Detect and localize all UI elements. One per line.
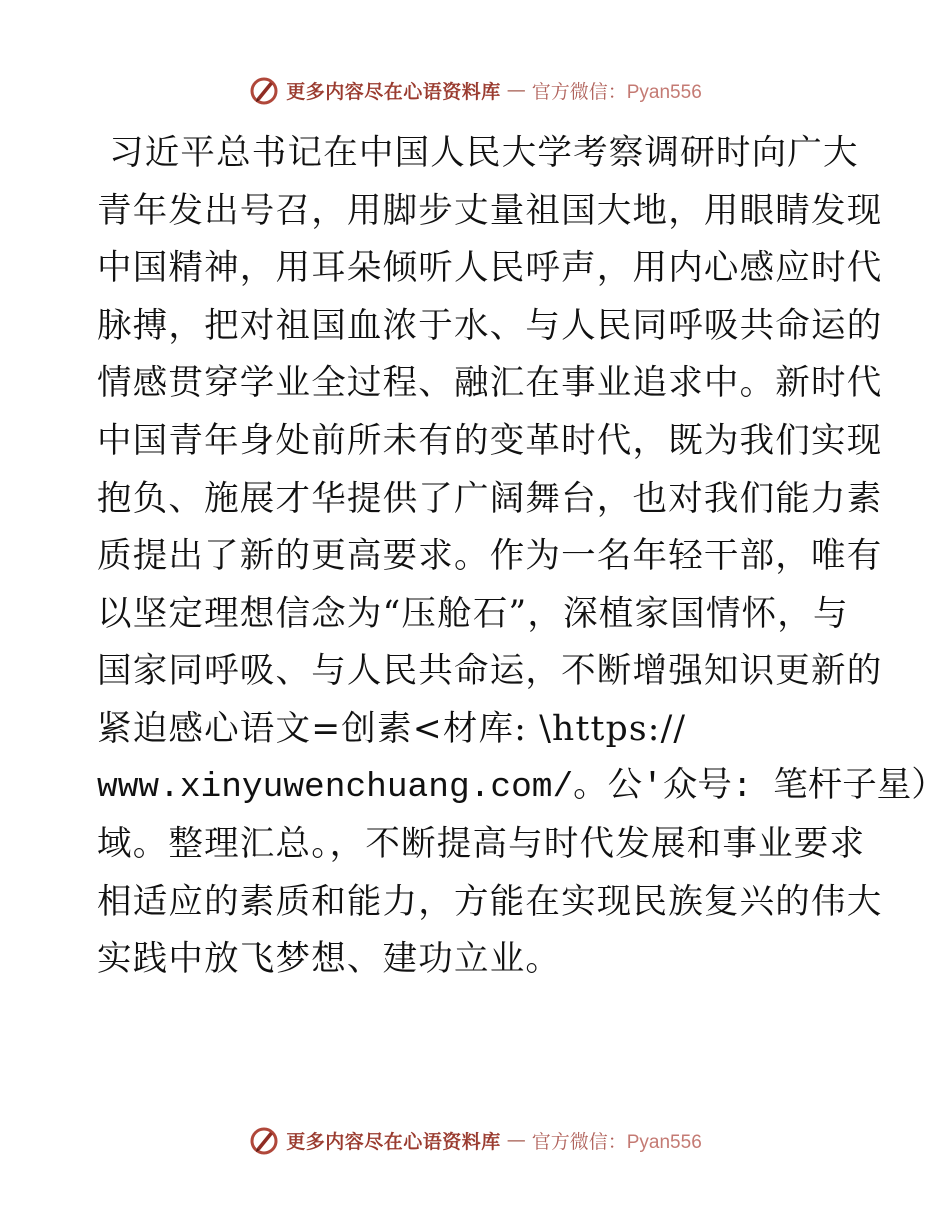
body-line: 实践中放飞梦想、建功立业。: [97, 939, 562, 980]
document-body: [97, 125, 946, 989]
banner-contact-id: Pyan556: [626, 1131, 702, 1153]
body-line: 脉搏，把对祖国血浓于水、与人民同呼吸共命运的: [97, 305, 883, 346]
body-line: 习近平总书记在中国人民大学考察调研时向广大: [109, 133, 859, 173]
body-line: 国家同呼吸、与人民共命运，不断增强知识更新的: [97, 651, 883, 692]
body-line: 紧迫感心语文=创素<材库: \https://: [97, 708, 687, 749]
body-line: 抱负、施展才华提供了广阔舞台，也对我们能力素: [97, 478, 883, 519]
pen-circle-logo-icon: [248, 1124, 280, 1156]
body-line: 以坚定理想信念为“压舱石”，深植家国情怀，与: [97, 593, 849, 634]
body-line: 情感贯穿学业全过程、融汇在事业追求中。新时代: [97, 363, 883, 404]
body-line: 青年发出号召，用脚步丈量祖国大地，用眼睛发现: [97, 190, 883, 231]
body-line: 中国精神，用耳朵倾听人民呼声，用内心感应时代: [97, 248, 883, 289]
banner-title: 更多内容尽在心语资料库: [286, 80, 501, 103]
body-line-url: www.xinyuwenchuang.com/。公′众号: 笔杆子星）: [97, 767, 946, 807]
body-line: 域。整理汇总。，不断提高与时代发展和事业要求: [97, 824, 866, 865]
banner-contact: [532, 1127, 702, 1154]
footer-banner: [0, 1120, 950, 1160]
header-banner: [0, 70, 950, 110]
banner-contact-label: 官方微信：: [531, 80, 627, 103]
banner-contact-label: 官方微信：: [531, 1130, 627, 1153]
body-line: 中国青年身处前所未有的变革时代，既为我们实现: [97, 420, 883, 461]
banner-contact-id: Pyan556: [626, 81, 702, 103]
pen-circle-logo-icon: [248, 74, 280, 106]
banner-contact: [532, 77, 702, 104]
body-line: 相适应的素质和能力，方能在实现民族复兴的伟大: [97, 881, 883, 922]
banner-title: 更多内容尽在心语资料库: [286, 1130, 501, 1153]
header-banner-inner: [248, 74, 702, 106]
body-line: 质提出了新的更高要求。作为一名年轻干部，唯有: [97, 536, 883, 577]
banner-dash: —: [506, 79, 526, 101]
footer-banner-inner: [248, 1124, 702, 1156]
banner-dash: —: [506, 1129, 526, 1151]
